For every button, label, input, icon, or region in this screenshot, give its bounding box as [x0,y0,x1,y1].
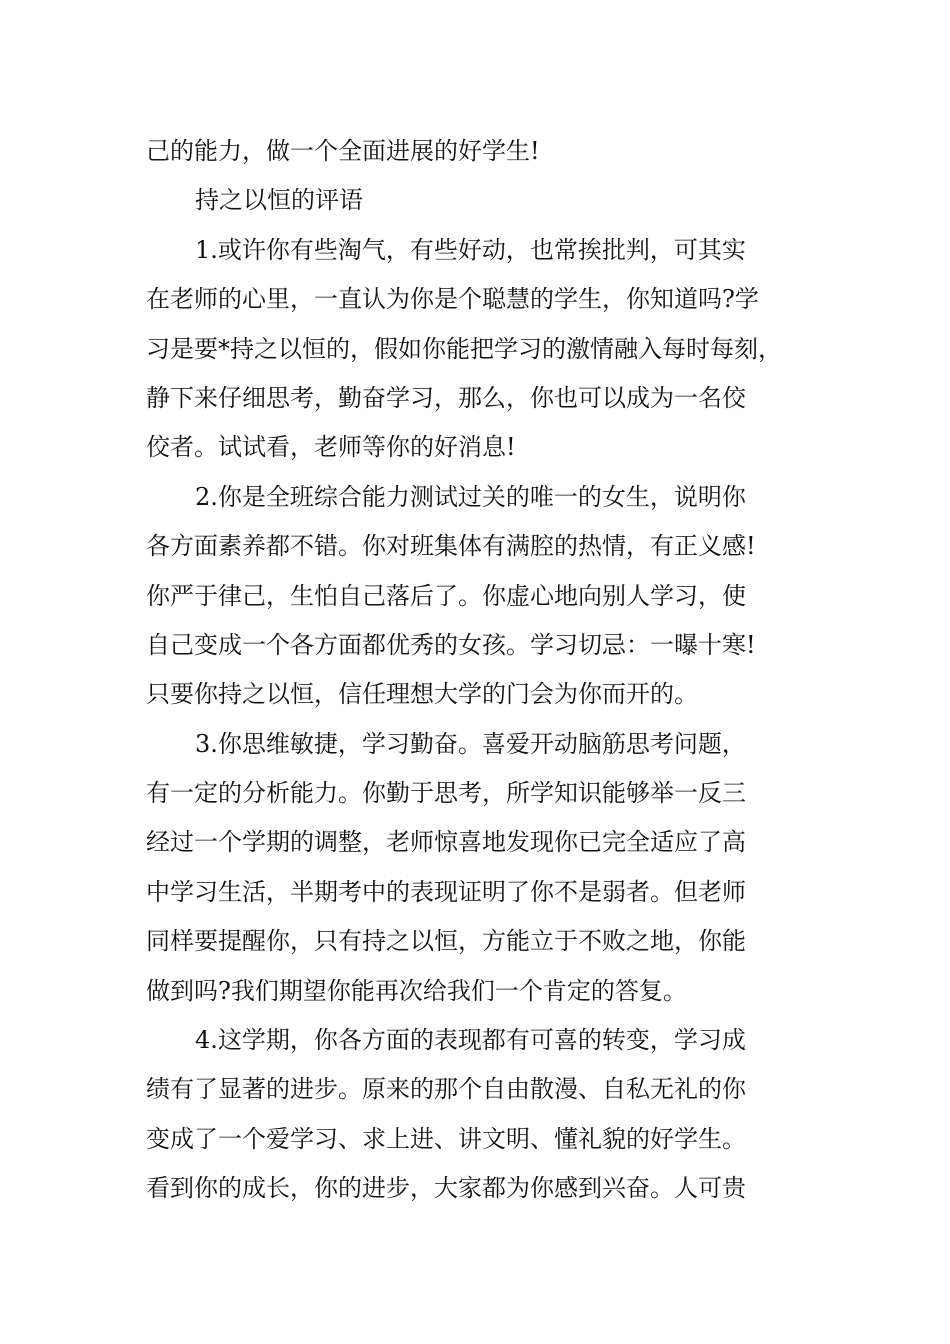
text-line: 看到你的成长，你的进步，大家都为你感到兴奋。人可贵 [146,1174,746,1203]
text-line: 你严于律己，生怕自己落后了。你虚心地向别人学习，使 [146,581,746,610]
text-line: 3.你思维敏捷，学习勤奋。喜爱开动脑筋思考问题， [195,729,746,758]
text-line: 经过一个学期的调整，老师惊喜地发现你已完全适应了高 [146,828,746,857]
text-line: 同样要提醒你，只有持之以恒，方能立于不败之地，你能 [146,927,746,956]
text-line: 中学习生活，半期考中的表现证明了你不是弱者。但老师 [146,877,746,906]
text-line: 变成了一个爱学习、求上进、讲文明、懂礼貌的好学生。 [146,1124,746,1153]
text-line: 佼者。试试看，老师等你的好消息! [146,433,516,462]
text-line: 做到吗?我们期望你能再次给我们一个肯定的答复。 [146,976,687,1005]
text-line: 有一定的分析能力。你勤于思考，所学知识能够举一反三 [146,779,746,808]
text-line: 各方面素养都不错。你对班集体有满腔的热情，有正义感! [146,532,756,561]
text-line: 4.这学期，你各方面的表现都有可喜的转变，学习成 [195,1026,746,1055]
text-line: 习是要*持之以恒的，假如你能把学习的激情融入每时每刻， [146,334,782,363]
text-line: 只要你持之以恒，信任理想大学的门会为你而开的。 [146,680,698,709]
text-line: 2.你是全班综合能力测试过关的唯一的女生，说明你 [195,482,746,511]
text-line: 己的能力，做一个全面进展的好学生! [146,137,540,165]
text-line: 静下来仔细思考，勤奋学习，那么，你也可以成为一名佼 [146,383,746,412]
text-line: 在老师的心里，一直认为你是个聪慧的学生，你知道吗?学 [146,285,759,314]
document-body [146,127,816,1214]
text-line: 自己变成一个各方面都优秀的女孩。学习切忌：一曝十寒! [146,630,756,659]
text-line: 绩有了显著的进步。原来的那个自由散漫、自私无礼的你 [146,1075,746,1104]
text-line: 1.或许你有些淘气，有些好动，也常挨批判，可其实 [195,235,746,264]
section-heading: 持之以恒的评语 [195,186,363,215]
